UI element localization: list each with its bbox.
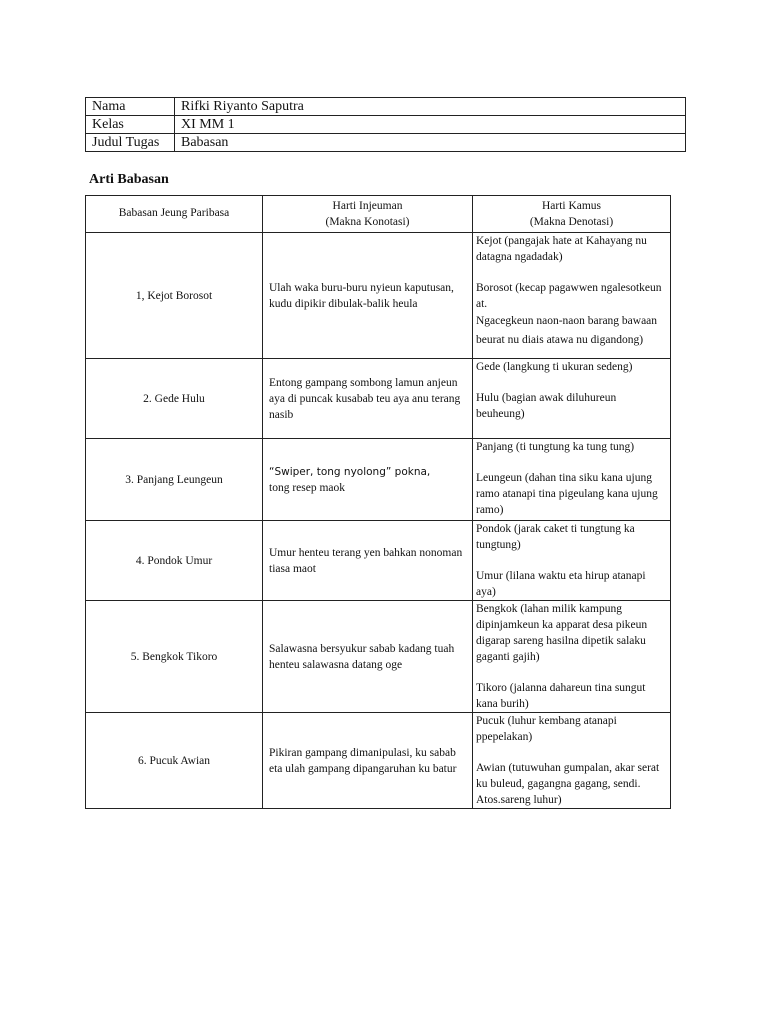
denotasi-entry: Bengkok (lahan milik kampung dipinjamkeun ka apparat desa pikeun digarap sareng hasilna dipetik salaku gaganti gajih) bbox=[476, 603, 648, 663]
table-row bbox=[86, 521, 671, 601]
denotasi-entry: Hulu (bagian awak diluhureun beuheung) bbox=[476, 392, 617, 420]
table-row bbox=[86, 601, 671, 713]
denotasi-entry: Borosot (kecap pagawwen ngalesotkeun at. bbox=[476, 282, 662, 310]
table-header-row bbox=[86, 196, 671, 233]
konotasi-quote: “Swiper, tong nyolong” pokna, bbox=[269, 465, 431, 478]
denotasi-entry: Umur (lilana waktu eta hirup atanapi aya) bbox=[476, 570, 646, 598]
info-value: Babasan bbox=[175, 134, 686, 152]
header-denotasi-subtitle: (Makna Denotasi) bbox=[529, 216, 614, 228]
konotasi-meaning: Entong gampang sombong lamun anjeun aya di puncak kusabab teu aya anu terang nasib bbox=[263, 359, 473, 439]
denotasi-entry: Pucuk (luhur kembang atanapi ppepelakan) bbox=[476, 715, 617, 743]
denotasi-entry: Awian (tutuwuhan gumpalan, akar serat ku buleud, gagangna gagang, sendi. Atos.sareng luhur) bbox=[476, 762, 660, 806]
info-row-class bbox=[86, 116, 686, 134]
student-info-table bbox=[85, 97, 686, 152]
denotasi-entry: Tikoro (jalanna dahareun tina sungut kana burih) bbox=[476, 682, 646, 710]
header-denotasi bbox=[473, 196, 671, 233]
info-label: Judul Tugas bbox=[86, 134, 175, 152]
info-row-assignment bbox=[86, 134, 686, 152]
konotasi-text: tong resep maok bbox=[269, 481, 346, 494]
header-konotasi bbox=[263, 196, 473, 233]
header-konotasi-subtitle: (Makna Konotasi) bbox=[325, 216, 410, 228]
denotasi-entry: Ngacegkeun naon-naon barang bawaan beurat nu diais atawa nu digandong) bbox=[476, 315, 658, 346]
info-value: Rifki Riyanto Saputra bbox=[175, 98, 686, 116]
babasan-name: 3. Panjang Leungeun bbox=[86, 439, 263, 521]
babasan-name: 1, Kejot Borosot bbox=[86, 233, 263, 359]
denotasi-meaning bbox=[473, 713, 671, 809]
denotasi-meaning bbox=[473, 439, 671, 521]
babasan-name: 5. Bengkok Tikoro bbox=[86, 601, 263, 713]
babasan-name: 4. Pondok Umur bbox=[86, 521, 263, 601]
info-value: XI MM 1 bbox=[175, 116, 686, 134]
konotasi-meaning: Ulah waka buru-buru nyieun kaputusan, kudu dipikir dibulak-balik heula bbox=[263, 233, 473, 359]
table-row bbox=[86, 713, 671, 809]
section-title: Arti Babasan bbox=[89, 172, 169, 187]
info-row-name bbox=[86, 98, 686, 116]
denotasi-entry: Kejot (pangajak hate at Kahayang nu datagna ngadadak) bbox=[476, 235, 647, 263]
babasan-table bbox=[85, 195, 671, 809]
denotasi-entry: Panjang (ti tungtung ka tung tung) bbox=[476, 441, 635, 453]
denotasi-meaning bbox=[473, 521, 671, 601]
babasan-name: 2. Gede Hulu bbox=[86, 359, 263, 439]
konotasi-meaning: Umur henteu terang yen bahkan nonoman tiasa maot bbox=[263, 521, 473, 601]
header-babasan bbox=[86, 196, 263, 233]
header-babasan-label: Babasan Jeung Paribasa bbox=[118, 207, 230, 219]
header-denotasi-title: Harti Kamus bbox=[541, 200, 602, 212]
info-label: Kelas bbox=[86, 116, 175, 134]
babasan-name: 6. Pucuk Awian bbox=[86, 713, 263, 809]
konotasi-meaning: Salawasna bersyukur sabab kadang tuah henteu salawasna datang oge bbox=[263, 601, 473, 713]
denotasi-meaning bbox=[473, 359, 671, 439]
denotasi-entry: Leungeun (dahan tina siku kana ujung ramo atanapi tina pigeulang kana ujung ramo) bbox=[476, 472, 658, 516]
denotasi-entry: Pondok (jarak caket ti tungtung ka tungtung) bbox=[476, 523, 635, 551]
konotasi-meaning bbox=[263, 439, 473, 521]
denotasi-meaning bbox=[473, 233, 671, 359]
table-row bbox=[86, 359, 671, 439]
denotasi-meaning bbox=[473, 601, 671, 713]
konotasi-meaning: Pikiran gampang dimanipulasi, ku sabab eta ulah gampang dipangaruhan ku batur bbox=[263, 713, 473, 809]
info-label: Nama bbox=[86, 98, 175, 116]
denotasi-entry: Gede (langkung ti ukuran sedeng) bbox=[476, 361, 633, 373]
table-row bbox=[86, 439, 671, 521]
header-konotasi-title: Harti Injeuman bbox=[332, 200, 403, 212]
table-row bbox=[86, 233, 671, 359]
